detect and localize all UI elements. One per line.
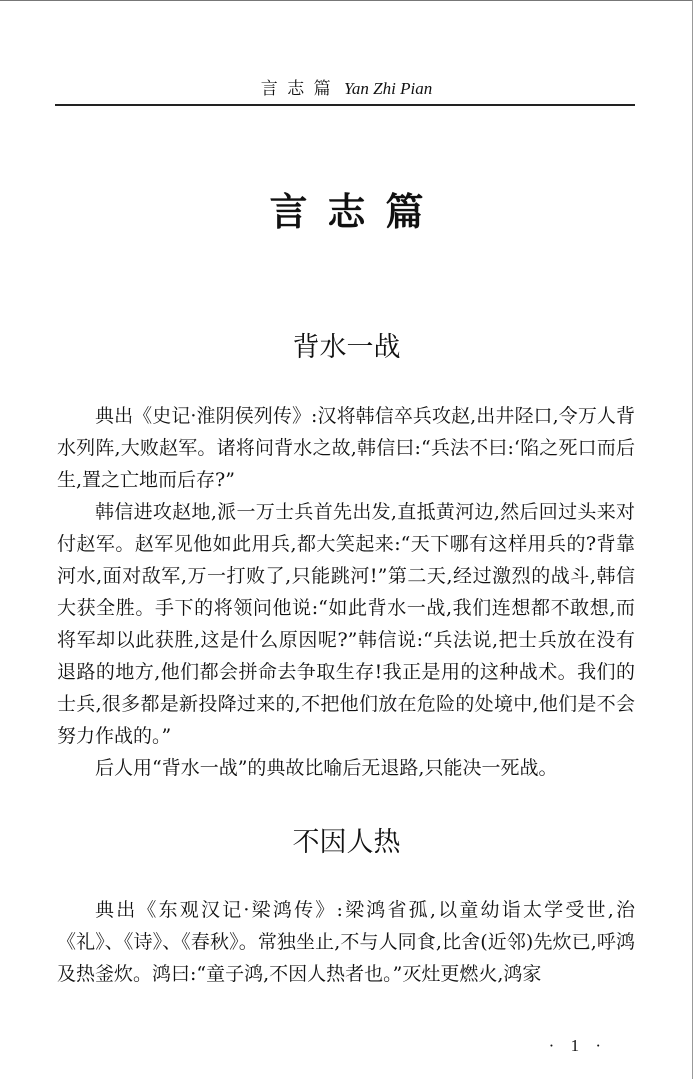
section-title-buyinrenre: 不因人热 xyxy=(292,827,401,858)
page-edge-top xyxy=(0,0,693,1)
section-body-beishui xyxy=(57,400,635,784)
paragraph: 韩信进攻赵地,派一万士兵首先出发,直抵黄河边,然后回过头来对付赵军。赵军见他如此用兵,都大笑起来:“天下哪有这样用兵的?背靠河水,面对敌军,万一打败了,只能跳河!”第二天,经过激烈的战斗,韩信大获全胜。手下的将领问他说:“如此背水一战,我们连想都不敢想,而将军却以此获胜,这是什么原因呢?”韩信说:“兵法说,把士兵放在没有退路的地方,他们都会拼命去争取生存!我正是用的这种战术。我们的士兵,很多都是新投降过来的,不把他们放在危险的处境中,他们是不会努力作战的。” xyxy=(57,501,635,747)
running-header-pinyin: Yan Zhi Pian xyxy=(344,79,433,98)
header-rule xyxy=(55,104,635,106)
chapter-title: 言志篇 xyxy=(269,189,444,234)
paragraph: 典出《东观汉记·梁鸿传》:梁鸿省孤,以童幼诣太学受世,治《礼》、《诗》、《春秋》。常独坐止,不与人同食,比舍(近邻)先炊已,呼鸿及热釜炊。鸿曰:“童子鸿,不因人热者也。”灭灶更燃火,鸿家 xyxy=(57,899,635,985)
running-header-chinese: 言 志 篇 xyxy=(260,79,333,99)
paragraph: 典出《史记·淮阴侯列传》:汉将韩信卒兵攻赵,出井陉口,令万人背水列阵,大败赵军。诸将问背水之故,韩信曰:“兵法不曰:‘陷之死口而后生,置之亡地而后存?” xyxy=(57,405,635,491)
section-title-beishui: 背水一战 xyxy=(292,332,401,363)
section-body-buyinrenre xyxy=(57,894,635,990)
paragraph: 后人用“背水一战”的典故比喻后无退路,只能决一死战。 xyxy=(95,757,558,779)
running-header xyxy=(0,78,693,100)
page-number: · 1 · xyxy=(548,1036,607,1055)
